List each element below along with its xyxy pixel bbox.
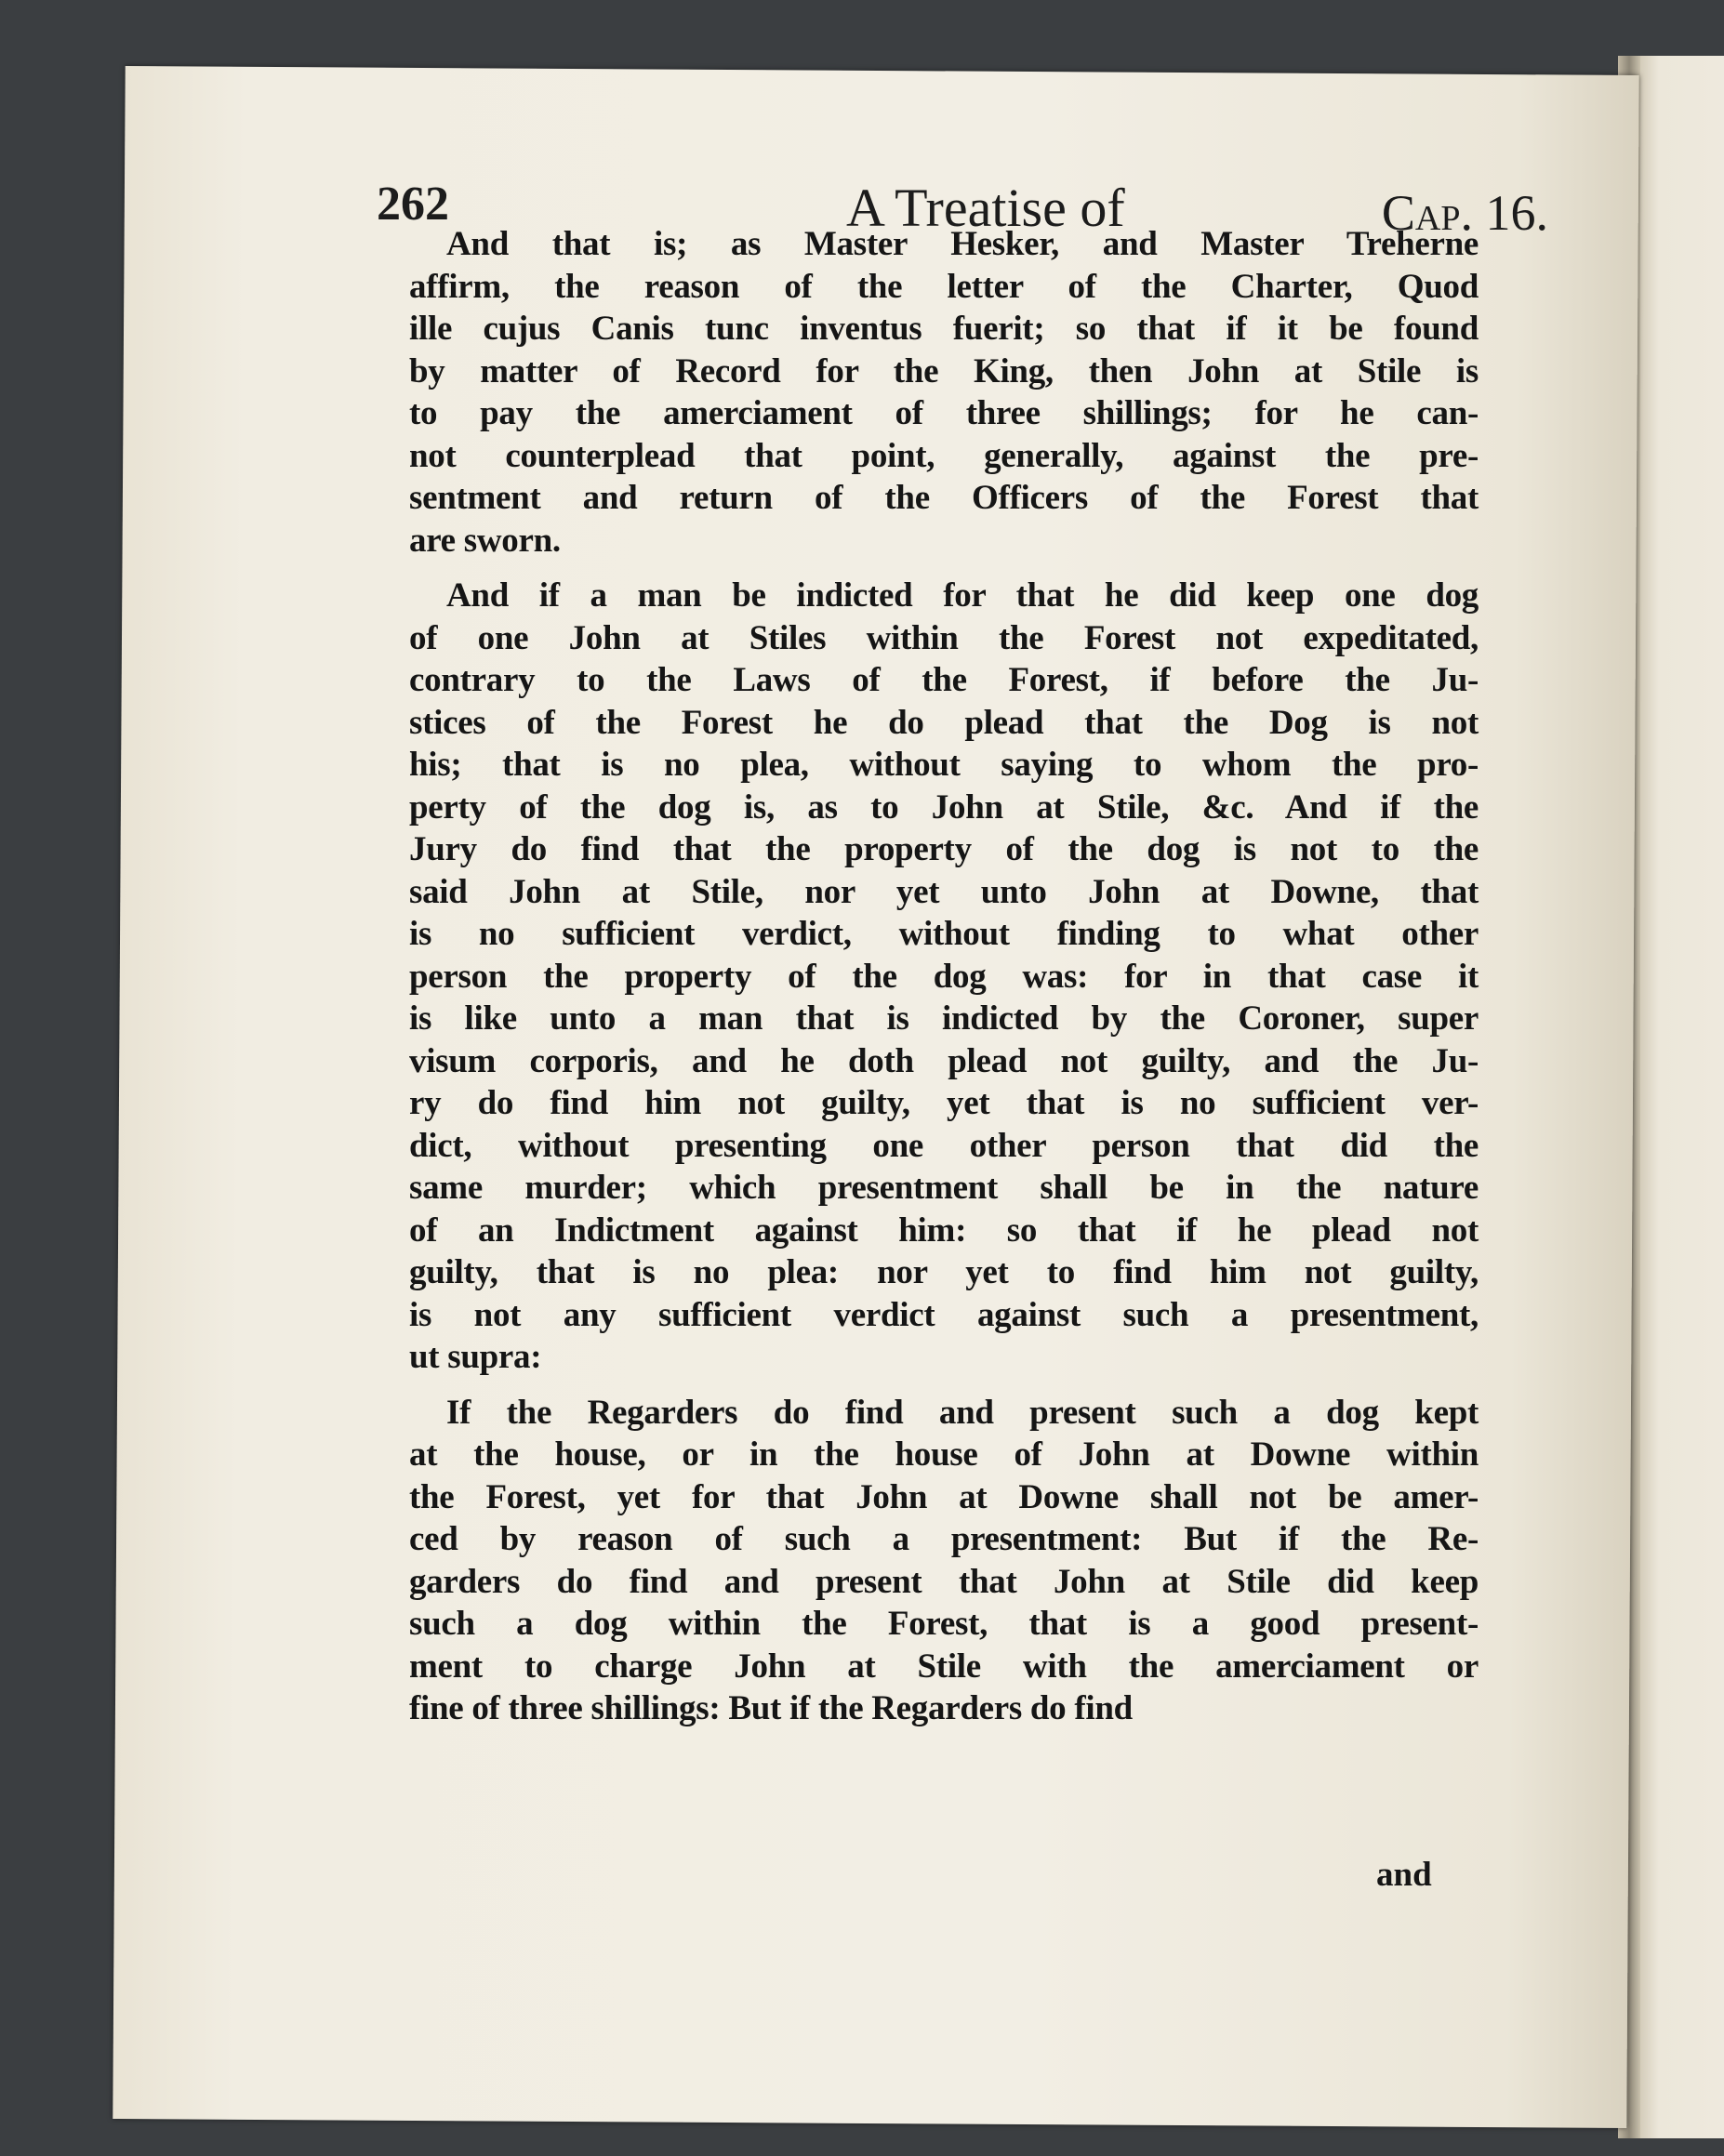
- text-line: of one John at Stiles within the Forest not expeditated,: [409, 618, 1479, 657]
- chapter-label: Cap. 16.: [1381, 185, 1548, 241]
- text-line: sentment and return of the Officers of the Forest that: [409, 479, 1479, 517]
- text-line: person the property of the dog was: for in that case it: [409, 957, 1479, 996]
- text-line: at the house, or in the house of John at Downe within: [409, 1435, 1479, 1474]
- text-line: are sworn.: [409, 521, 561, 560]
- text-line: the Forest, yet for that John at Downe shall not be amer-: [409, 1477, 1479, 1516]
- text-line: such a dog within the Forest, that is a good present-: [409, 1605, 1479, 1643]
- text-line: guilty, that is no plea: nor yet to find him not guilty,: [409, 1253, 1479, 1291]
- text-line: is like unto a man that is indicted by the Coroner, super: [409, 999, 1479, 1038]
- text-line: And if a man be indicted for that he did keep one dog: [446, 576, 1479, 615]
- text-line: And that is; as Master Hesker, and Master Treherne: [446, 225, 1479, 263]
- text-line: dict, without presenting one other person that did the: [409, 1126, 1479, 1165]
- facing-page-edge: [1637, 56, 1724, 2138]
- text-line: ment to charge John at Stile with the amerciament or: [409, 1647, 1479, 1686]
- catchword: and: [1376, 1856, 1432, 1894]
- page-body-text: [409, 223, 1479, 1743]
- text-line: ry do find him not guilty, yet that is no sufficient ver-: [409, 1084, 1479, 1122]
- text-line: visum corporis, and he doth plead not guilty, and the Ju-: [409, 1041, 1479, 1080]
- text-line: affirm, the reason of the letter of the Charter, Quod: [409, 267, 1479, 306]
- text-line: by matter of Record for the King, then John at Stile is: [409, 351, 1479, 390]
- text-line: stices of the Forest he do plead that the Dog is not: [409, 703, 1479, 742]
- text-line: said John at Stile, nor yet unto John at Downe, that: [409, 872, 1479, 911]
- text-line: his; that is no plea, without saying to whom the pro-: [409, 746, 1479, 784]
- running-title: A Treatise of: [846, 178, 1125, 238]
- page-header: [377, 149, 1548, 241]
- text-line: is no sufficient verdict, without finding to what other: [409, 915, 1479, 953]
- text-line: fine of three shillings: But if the Regarders do find: [409, 1689, 1133, 1727]
- text-line: If the Regarders do find and present such a dog kept: [446, 1393, 1479, 1432]
- paragraph: [409, 223, 1479, 562]
- text-line: of an Indictment against him: so that if he plead not: [409, 1210, 1479, 1250]
- text-line: perty of the dog is, as to John at Stile, &c. And if the: [409, 787, 1479, 827]
- text-line: ced by reason of such a presentment: But if the Re-: [409, 1520, 1479, 1558]
- text-line: to pay the amerciament of three shillings; for he can-: [409, 394, 1479, 432]
- text-line: same murder; which presentment shall be in the nature: [409, 1169, 1479, 1207]
- paragraph: [409, 1392, 1479, 1730]
- text-line: ille cujus Canis tunc inventus fuerit; so that if it be found: [409, 310, 1479, 348]
- page-number: 262: [377, 178, 449, 231]
- text-line: ut supra:: [409, 1338, 542, 1376]
- paragraph: [409, 575, 1479, 1379]
- text-line: garders do find and present that John at Stile did keep: [409, 1562, 1479, 1601]
- text-line: not counterplead that point, generally, against the pre-: [409, 436, 1479, 475]
- text-line: Jury do find that the property of the dog is not to the: [409, 830, 1479, 868]
- text-line: contrary to the Laws of the Forest, if before the Ju-: [409, 661, 1479, 699]
- text-line: is not any sufficient verdict against such a presentment,: [409, 1295, 1479, 1334]
